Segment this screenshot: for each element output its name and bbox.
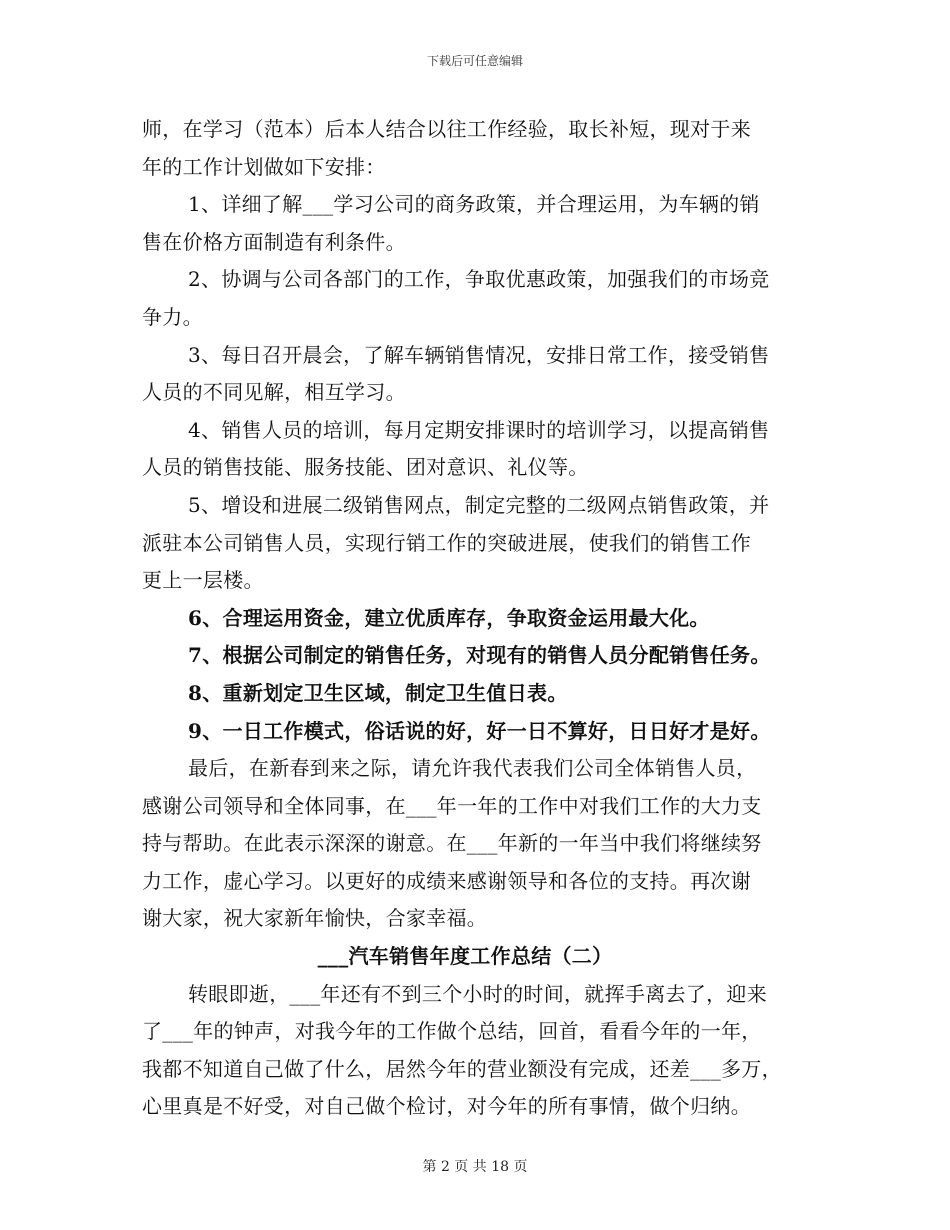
text-line: 我都不知道自己做了什么，居然今年的营业额没有完成，还差___多万， [142,1056,782,1081]
text-line: 心里真是不好受，对自己做个检讨，对今年的所有事情，做个归纳。 [142,1094,751,1119]
text-line: 最后，在新春到来之际，请允许我代表我们公司全体销售人员， [188,756,757,781]
text-line: 2、协调与公司各部门的工作，争取优惠政策，加强我们的市场竞 [188,267,770,292]
text-line: 谢大家，祝大家新年愉快，合家幸福。 [142,906,488,931]
text-line: 师，在学习（范本）后本人结合以往工作经验，取长补短，现对于来 [142,117,751,141]
text-line: 了___年的钟声，对我今年的工作做个总结，回首，看看今年的一年， [142,1019,762,1044]
text-line: 派驻本公司销售人员，实现行销工作的突破进展，使我们的销售工作 [142,530,751,555]
text-line: 年的工作计划做如下安排： [142,154,386,179]
text-line: 1、详细了解___学习公司的商务政策，并合理运用，为车辆的销 [188,192,760,217]
text-line: 人员的不同见解，相互学习。 [142,380,406,405]
text-line: 人员的销售技能、服务技能、团对意识、礼仪等。 [142,455,589,480]
text-line: 持与帮助。在此表示深深的谢意。在___年新的一年当中我们将继续努 [142,831,762,856]
text-line: 4、销售人员的培训，每月定期安排课时的培训学习，以提高销售 [188,417,770,442]
text-line: 3、每日召开晨会，了解车辆销售情况，安排日常工作，接受销售 [188,342,770,367]
text-line: 转眼即逝，___年还有不到三个小时的时间，就挥手离去了，迎来 [188,981,767,1006]
text-line: 售在价格方面制造有利条件。 [142,229,406,254]
text-line: 争力。 [142,304,203,329]
section-title: ___汽车销售年度工作总结（二） [317,944,613,969]
text-line: 6、合理运用资金，建立优质库存，争取资金运用最大化。 [188,605,710,630]
text-line: 8、重新划定卫生区域，制定卫生值日表。 [188,680,568,705]
page-footer: 第 2 页 共 18 页 [422,1159,528,1175]
text-line: 力工作，虚心学习。以更好的成绩来感谢领导和各位的支持。再次谢 [142,868,751,893]
document-body [142,111,818,1126]
text-line: 5、增设和进展二级销售网点，制定完整的二级网点销售政策，并 [188,492,770,517]
page-header: 下载后可任意编辑 [426,54,523,68]
text-line: 9、一日工作模式，俗话说的好，好一日不算好，日日好才是好。 [188,718,771,743]
text-line: 感谢公司领导和全体同事，在___年一年的工作中对我们工作的大力支 [142,793,762,818]
text-line: 7、根据公司制定的销售任务，对现有的销售人员分配销售任务。 [188,643,771,668]
text-line: 更上一层楼。 [142,568,264,593]
